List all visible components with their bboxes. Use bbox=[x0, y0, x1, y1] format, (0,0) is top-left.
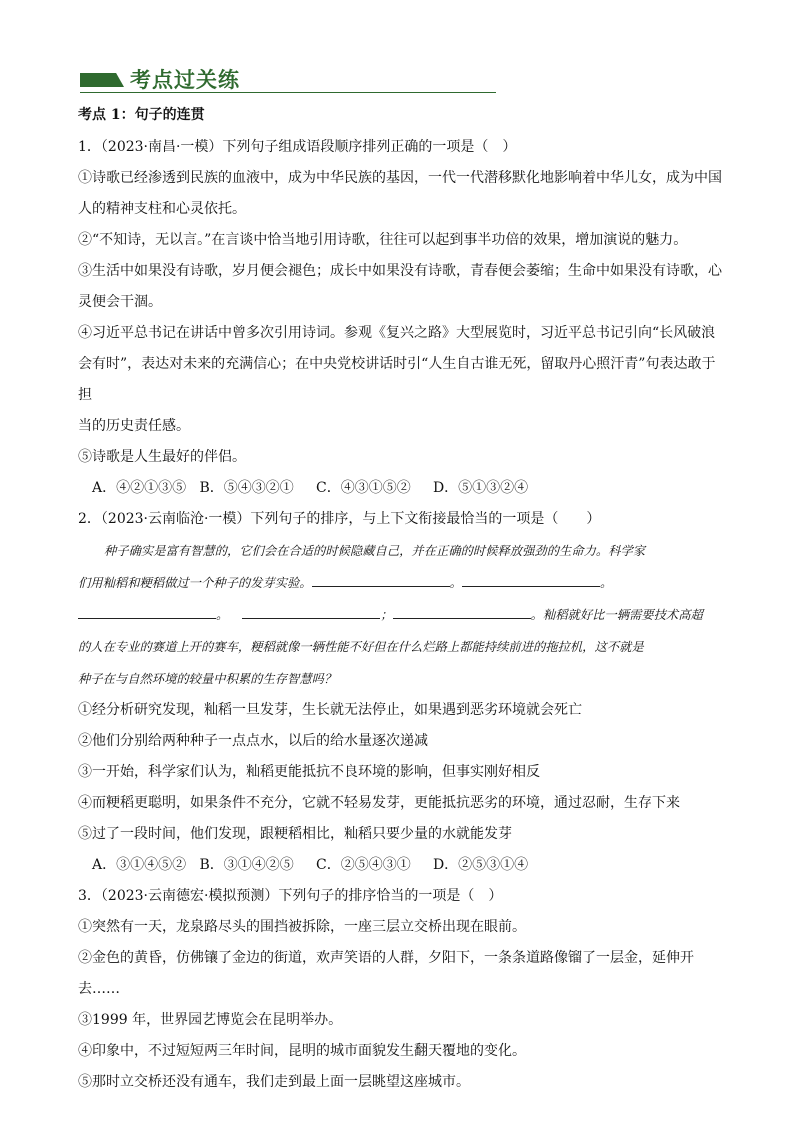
passage: 种子确实是富有智慧的，它们会在合适的时候隐藏自己，并在正确的时候释放强劲的生命力。科学家 们用籼稻和粳稻做过一个种子的发芽实验。 。 。 。 ； 。籼稻就好比一辆需要技术高超 的人在专业的赛道上开的赛车，粳稻就像一辆性能不好但在什么烂路上都能持续前进的拖拉机，这不就是 种子在与自然环境的较量中积累的生存智慧吗？ bbox=[78, 535, 723, 695]
sentence: ③1999 年，世界园艺博览会在昆明举办。 bbox=[78, 1012, 343, 1028]
sentence: ②他们分别给两种种子一点点水，以后的给水量逐次递减 bbox=[78, 733, 428, 749]
sentence: ④而粳稻更聪明，如果条件不充分，它就不轻易发芽，更能抵抗恶劣的环境，通过忍耐，生存下来 bbox=[78, 795, 680, 811]
header-bar-decoration bbox=[80, 73, 124, 87]
answer-blank[interactable] bbox=[462, 572, 600, 587]
sentence: ③生活中如果没有诗歌，岁月便会褪色；成长中如果没有诗歌，青春便会萎缩；生命中如果没有诗歌，心 bbox=[78, 263, 722, 279]
sentence: 灵便会干涸。 bbox=[78, 294, 162, 310]
sentence: 会有时”，表达对未来的充满信心；在中央党校讲话时引“人生自古谁无死，留取丹心照汗青”句表达敢于担 bbox=[78, 356, 716, 403]
sentence: 当的历史责任感。 bbox=[78, 418, 190, 434]
sentence: ⑤那时立交桥还没有通车，我们走到最上面一层眺望这座城市。 bbox=[78, 1074, 470, 1090]
section-title: 考点 1：句子的连贯 bbox=[78, 107, 205, 123]
sentence: ②“不知诗，无以言。”在言谈中恰当地引用诗歌，往往可以起到事半功倍的效果，增加演说的魅力。 bbox=[78, 232, 688, 248]
answer-options: A．③①④⑤② B．③①④②⑤ C．②⑤④③① D．②⑤③①④ bbox=[92, 857, 529, 873]
question-1 bbox=[78, 132, 723, 504]
sentence: ①突然有一天，龙泉路尽头的围挡被拆除，一座三层立交桥出现在眼前。 bbox=[78, 919, 526, 935]
page-title: 考点过关练 bbox=[130, 67, 240, 92]
sentence: ④印象中，不过短短两三年时间，昆明的城市面貌发生翻天覆地的变化。 bbox=[78, 1043, 526, 1059]
sentence: ①经分析研究发现，籼稻一旦发芽，生长就无法停止，如果遇到恶劣环境就会死亡 bbox=[78, 702, 582, 718]
question-stem: 1．（2023·南昌·一模）下列句子组成语段顺序排列正确的一项是（ ） bbox=[78, 139, 517, 155]
answer-blank[interactable] bbox=[78, 604, 216, 619]
question-3 bbox=[78, 881, 723, 1098]
passage-line: 种子确实是富有智慧的，它们会在合适的时候隐藏自己，并在正确的时候释放强劲的生命力。科学家 bbox=[104, 544, 646, 558]
sentence: ②金色的黄昏，仿佛镶了金边的街道，欢声笑语的人群，夕阳下，一条条道路像镏了一层金，延伸开 bbox=[78, 950, 694, 966]
passage-line: 种子在与自然环境的较量中积累的生存智慧吗？ bbox=[78, 672, 337, 686]
sentence: ①诗歌已经渗透到民族的血液中，成为中华民族的基因，一代一代潜移默化地影响着中华儿女，成为中国 bbox=[78, 170, 722, 186]
question-stem: 2．（2023·云南临沧·一模）下列句子的排序，与上下文衔接最恰当的一项是（ ） bbox=[78, 511, 601, 527]
sentence: ④习近平总书记在讲话中曾多次引用诗词。参观《复兴之路》大型展览时，习近平总书记引向“长风破浪 bbox=[78, 325, 716, 341]
header-divider bbox=[80, 92, 496, 93]
passage-line: 们用籼稻和粳稻做过一个种子的发芽实验。 bbox=[78, 576, 312, 590]
sentence: ③一开始，科学家们认为，籼稻更能抵抗不良环境的影响，但事实刚好相反 bbox=[78, 764, 540, 780]
answer-blank[interactable] bbox=[242, 604, 380, 619]
section-header bbox=[80, 64, 496, 94]
sentence: 人的精神支柱和心灵依托。 bbox=[78, 201, 246, 217]
sentence: ⑤诗歌是人生最好的伴侣。 bbox=[78, 449, 246, 465]
answer-blank[interactable] bbox=[312, 572, 450, 587]
sentence: ⑤过了一段时间，他们发现，跟粳稻相比，籼稻只要少量的水就能发芽 bbox=[78, 826, 512, 842]
question-2 bbox=[78, 504, 723, 881]
sentence: 去…… bbox=[78, 981, 120, 997]
document-body bbox=[78, 104, 723, 1098]
passage-line: 的人在专业的赛道上开的赛车，粳稻就像一辆性能不好但在什么烂路上都能持续前进的拖拉机，这不就是 bbox=[78, 640, 644, 654]
answer-blank[interactable] bbox=[393, 604, 531, 619]
question-stem: 3．（2023·云南德宏·模拟预测）下列句子的排序恰当的一项是（ ） bbox=[78, 888, 503, 904]
answer-options: A．④②①③⑤ B．⑤④③②① C．④③①⑤② D．⑤①③②④ bbox=[92, 480, 529, 496]
